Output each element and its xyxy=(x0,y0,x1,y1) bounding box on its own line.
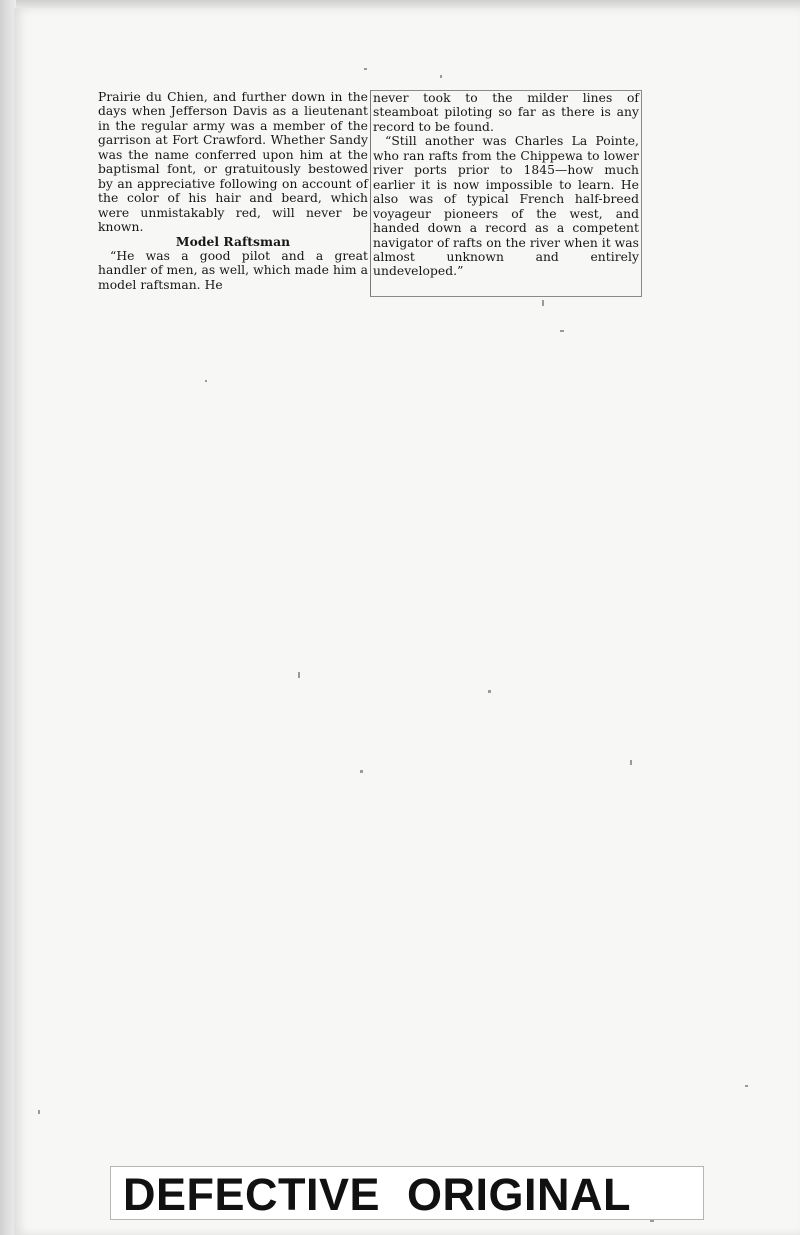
paper-speck xyxy=(364,68,367,70)
paper-speck xyxy=(630,760,632,765)
article-paragraph: “He was a good pilot and a great handler of men, as well, which made him a model raftsman. He xyxy=(98,248,368,292)
defective-original-label: DEFECTIVE ORIGINAL xyxy=(123,1169,632,1220)
newspaper-clipping xyxy=(96,90,644,310)
defective-original-stamp xyxy=(110,1166,704,1220)
article-paragraph: Prairie du Chien, and further down in the days when Jefferson Davis as a lieutenant in the regular army was a member of the garrison at Fort Crawford. Whether Sandy was the name conferred upon him at the baptismal font, or gratuitously bestowed by an appreciative following on account of the color of his hair and beard, which were unmistakably red, will never be known. xyxy=(98,90,368,235)
paper-speck xyxy=(560,330,564,332)
article-subheading: Model Raftsman xyxy=(175,233,291,249)
paper-speck xyxy=(298,672,300,678)
paper-speck xyxy=(745,1085,748,1087)
paper-speck xyxy=(205,380,207,382)
paper-speck xyxy=(38,1110,40,1114)
article-paragraph: “Still another was Charles La Pointe, who ran rafts from the Chippewa to lower river ports prior to 1845—how much earlier it is now impossible to learn. He also was of typical French half-breed voyageur pioneers of the west, and handed down a record as a competent navigator of rafts on the river when it was almost unknown and entirely undeveloped.” xyxy=(373,134,640,279)
article-column-left xyxy=(98,90,368,292)
article-column-right xyxy=(370,90,642,297)
paper-speck xyxy=(440,75,442,78)
paper-speck xyxy=(360,770,363,773)
paper-speck xyxy=(542,300,544,306)
paper-speck xyxy=(488,690,491,693)
article-paragraph: never took to the milder lines of steamboat piloting so far as there is any record to be found. xyxy=(373,91,639,134)
